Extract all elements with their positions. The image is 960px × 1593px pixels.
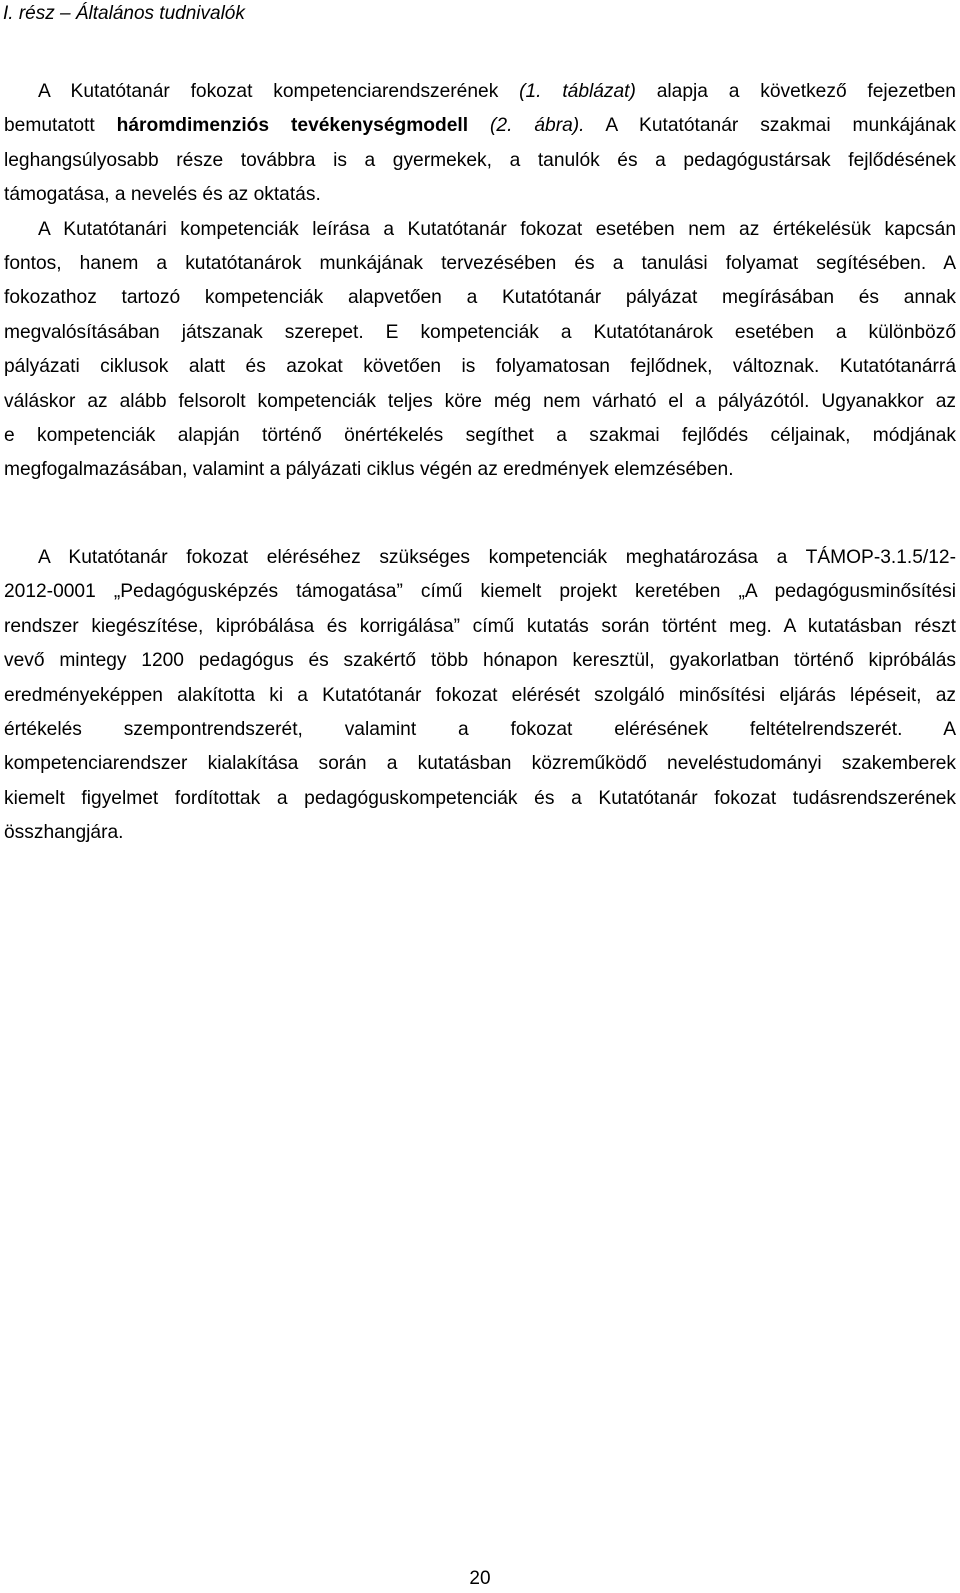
page-header-title: I. rész – Általános tudnivalók [3,3,245,24]
figure-reference: (2. ábra). [490,115,585,137]
text-line [4,109,956,143]
text-line: kompetenciarendszer kialakítása során a kutatásban közreműködő neveléstudományi szakemberek [4,753,956,775]
text-line: támogatása, a nevelés és az oktatás. [4,184,321,206]
text-line: pályázati ciklusok alatt és azokat követően is folyamatosan fejlődnek, változnak. Kutatótanárrá [4,356,956,378]
page-number: 20 [469,1568,491,1589]
text-segment: A Kutatótanár szakmai munkájának [584,115,956,137]
text-segment: alapja a következő fejezetben [635,81,956,102]
text-line: értékelés szempontrendszerét, valamint a fokozat elérésének feltételrendszerét. A [4,719,956,741]
text-segment [468,115,490,136]
text-line: e kompetenciák alapján történő önértékelés segíthet a szakmai fejlődés céljainak, módjának [4,425,956,447]
text-line: fontos, hanem a kutatótanárok munkájának tervezésében és a tanulási folyamat segítésében. A [4,253,956,275]
text-line: összhangjára. [4,822,124,844]
text-line: fokozathoz tartozó kompetenciák alapvetően a Kutatótanár pályázat megírásában és annak [4,287,956,309]
text-line: rendszer kiegészítése, kipróbálása és korrigálása” című kutatás során történt meg. A kutatásban részt [4,615,956,637]
text-segment: bemutatott [4,115,117,137]
text-line: vevő mintegy 1200 pedagógus és szakértő több hónapon keresztül, gyakorlatban történő kipróbálás [4,650,956,672]
text-line: eredményeképpen alakította ki a Kutatótanár fokozat elérését szolgáló minősítési eljárás lépéseit, az [4,684,956,706]
paragraph-competency-definition [4,541,956,851]
text-segment: A Kutatótanár fokozat kompetenciarendszerének [38,81,520,102]
text-line: leghangsúlyosabb része továbbra is a gyermekek, a tanulók és a pedagógustársak fejlődésének [4,149,956,171]
text-line: váláskor az alább felsorolt kompetenciák teljes köre még nem várható el a pályázótól. Ugyanakkor az [4,390,956,412]
paragraph-competency-system [4,75,956,488]
text-line: megvalósításában játszanak szerepet. E kompetenciák a Kutatótanárok esetében a különböző [4,321,956,343]
bold-term: háromdimenziós tevékenységmodell [116,115,469,137]
text-line: A Kutatótanári kompetenciák leírása a Kutatótanár fokozat esetében nem az értékelésük kapcsán [38,218,956,240]
text-line [4,75,956,109]
text-line: A Kutatótanár fokozat eléréséhez szükséges kompetenciák meghatározása a TÁMOP-3.1.5/12- [38,547,956,568]
text-line: 2012-0001 „Pedagógusképzés támogatása” című kiemelt projekt keretében „A pedagógusminősítési [4,581,956,603]
table-reference: (1. táblázat) [519,81,636,102]
text-line: megfogalmazásában, valamint a pályázati ciklus végén az eredmények elemzésében. [4,459,734,481]
text-line: kiemelt figyelmet fordítottak a pedagóguskompetenciák és a Kutatótanár fokozat tudásrendszerének [4,787,956,809]
